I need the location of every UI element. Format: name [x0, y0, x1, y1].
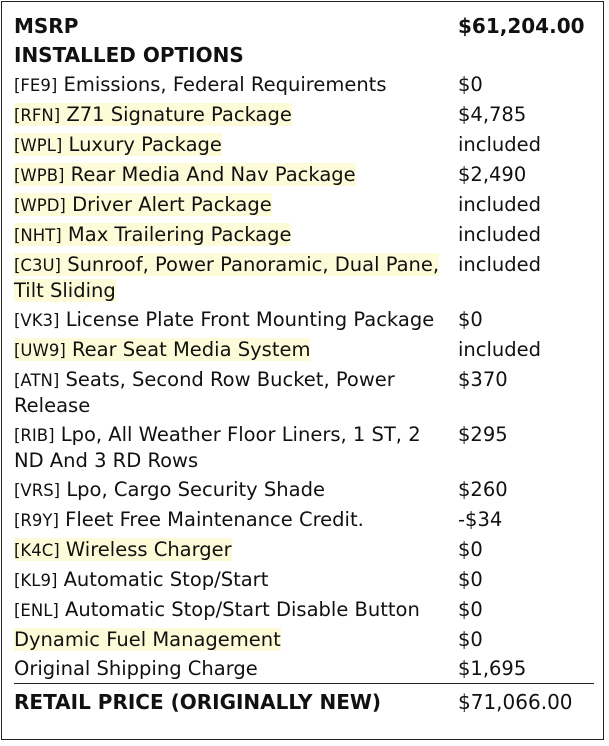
- option-text: [14, 163, 356, 186]
- retail-price-label: RETAIL PRICE (ORIGINALLY NEW): [14, 684, 458, 716]
- option-text: [14, 657, 258, 680]
- option-row: [14, 160, 594, 190]
- option-price: $4,785: [458, 103, 527, 126]
- option-price: $0: [458, 308, 483, 331]
- msrp-value: $61,204.00: [458, 14, 585, 38]
- option-row: [14, 535, 594, 565]
- option-description: [14, 565, 458, 595]
- option-text: [14, 508, 364, 531]
- option-description: [14, 70, 458, 100]
- option-description: [14, 365, 458, 420]
- option-text: [14, 223, 291, 246]
- option-row: [14, 565, 594, 595]
- option-code: [R9Y]: [14, 511, 59, 530]
- msrp-label: MSRP: [14, 14, 79, 38]
- option-code: [ENL]: [14, 601, 59, 620]
- option-price: $295: [458, 423, 508, 446]
- option-code: [WPB]: [14, 166, 65, 185]
- option-text: [14, 628, 281, 651]
- option-text: [14, 568, 268, 591]
- option-row: [14, 70, 594, 100]
- option-price: $0: [458, 538, 483, 561]
- option-row: [14, 625, 594, 654]
- option-name: Automatic Stop/Start Disable Button: [65, 598, 420, 621]
- option-row: [14, 475, 594, 505]
- option-description: [14, 625, 458, 654]
- retail-price-row: [14, 684, 594, 716]
- option-price: $0: [458, 568, 483, 591]
- option-name: Sunroof, Power Panoramic, Dual Pane, Tilt Sliding: [14, 253, 440, 302]
- option-row: [14, 505, 594, 535]
- option-code: [VK3]: [14, 311, 60, 330]
- option-price: -$34: [458, 508, 503, 531]
- option-text: [14, 538, 232, 561]
- option-code: [VRS]: [14, 481, 61, 500]
- option-name: Driver Alert Package: [72, 193, 272, 216]
- option-name: Dynamic Fuel Management: [14, 628, 281, 651]
- option-row: [14, 335, 594, 365]
- option-row: [14, 250, 594, 305]
- option-price: $260: [458, 478, 508, 501]
- option-name: Fleet Free Maintenance Credit.: [65, 508, 364, 531]
- option-name: Emissions, Federal Requirements: [63, 73, 387, 96]
- option-description: [14, 505, 458, 535]
- option-row: [14, 305, 594, 335]
- option-row: [14, 365, 594, 420]
- option-price: included: [458, 338, 542, 361]
- option-code: [NHT]: [14, 226, 62, 245]
- option-name: Rear Seat Media System: [71, 338, 311, 361]
- option-description: [14, 654, 458, 684]
- option-name: Luxury Package: [68, 133, 222, 156]
- option-name: Max Trailering Package: [67, 223, 292, 246]
- option-text: [14, 193, 272, 216]
- option-description: [14, 535, 458, 565]
- option-description: [14, 190, 458, 220]
- option-name: Rear Media And Nav Package: [70, 163, 356, 186]
- option-code: [K4C]: [14, 541, 60, 560]
- msrp-row: [14, 12, 594, 41]
- option-text: [14, 423, 421, 472]
- option-description: [14, 220, 458, 250]
- option-price: included: [458, 223, 542, 246]
- retail-price-value: $71,066.00: [458, 684, 594, 716]
- option-name: License Plate Front Mounting Package: [65, 308, 435, 331]
- option-code: [KL9]: [14, 571, 58, 590]
- option-name: Lpo, All Weather Floor Liners, 1 ST, 2 ND And 3 RD Rows: [14, 423, 421, 472]
- window-sticker: [1, 1, 604, 740]
- option-row: [14, 190, 594, 220]
- option-code: [WPD]: [14, 196, 66, 215]
- option-code: [C3U]: [14, 256, 61, 275]
- option-row: [14, 595, 594, 625]
- option-name: Lpo, Cargo Security Shade: [66, 478, 325, 501]
- option-name: Wireless Charger: [65, 538, 232, 561]
- option-description: [14, 130, 458, 160]
- installed-options-row: [14, 41, 594, 70]
- option-text: [14, 308, 434, 331]
- option-text: [14, 478, 325, 501]
- option-text: [14, 368, 395, 417]
- option-price: $370: [458, 368, 508, 391]
- option-description: [14, 335, 458, 365]
- option-code: [RFN]: [14, 106, 61, 125]
- option-row: [14, 654, 594, 684]
- option-row: [14, 100, 594, 130]
- option-row: [14, 220, 594, 250]
- option-code: [ATN]: [14, 371, 60, 390]
- option-price: included: [458, 193, 542, 216]
- option-price: $0: [458, 73, 483, 96]
- installed-options-heading: INSTALLED OPTIONS: [14, 43, 244, 67]
- price-table: [14, 12, 594, 715]
- option-description: [14, 160, 458, 190]
- option-price: $1,695: [458, 657, 527, 680]
- option-description: [14, 100, 458, 130]
- option-code: [RIB]: [14, 426, 55, 445]
- option-description: [14, 250, 458, 305]
- option-description: [14, 420, 458, 475]
- option-code: [WPL]: [14, 136, 63, 155]
- option-name: Z71 Signature Package: [66, 103, 292, 126]
- option-price: included: [458, 253, 542, 276]
- option-price: $2,490: [458, 163, 527, 186]
- option-description: [14, 595, 458, 625]
- option-name: Automatic Stop/Start: [63, 568, 269, 591]
- option-text: [14, 73, 387, 96]
- option-text: [14, 598, 420, 621]
- option-text: [14, 103, 292, 126]
- option-text: [14, 338, 310, 361]
- option-description: [14, 305, 458, 335]
- option-name: Seats, Second Row Bucket, Power Release: [14, 368, 395, 417]
- option-code: [UW9]: [14, 341, 66, 360]
- option-text: [14, 133, 222, 156]
- option-price: $0: [458, 628, 483, 651]
- option-name: Original Shipping Charge: [14, 657, 258, 680]
- option-code: [FE9]: [14, 76, 58, 95]
- option-price: included: [458, 133, 542, 156]
- option-price: $0: [458, 598, 483, 621]
- option-description: [14, 475, 458, 505]
- option-row: [14, 420, 594, 475]
- option-row: [14, 130, 594, 160]
- option-text: [14, 253, 439, 302]
